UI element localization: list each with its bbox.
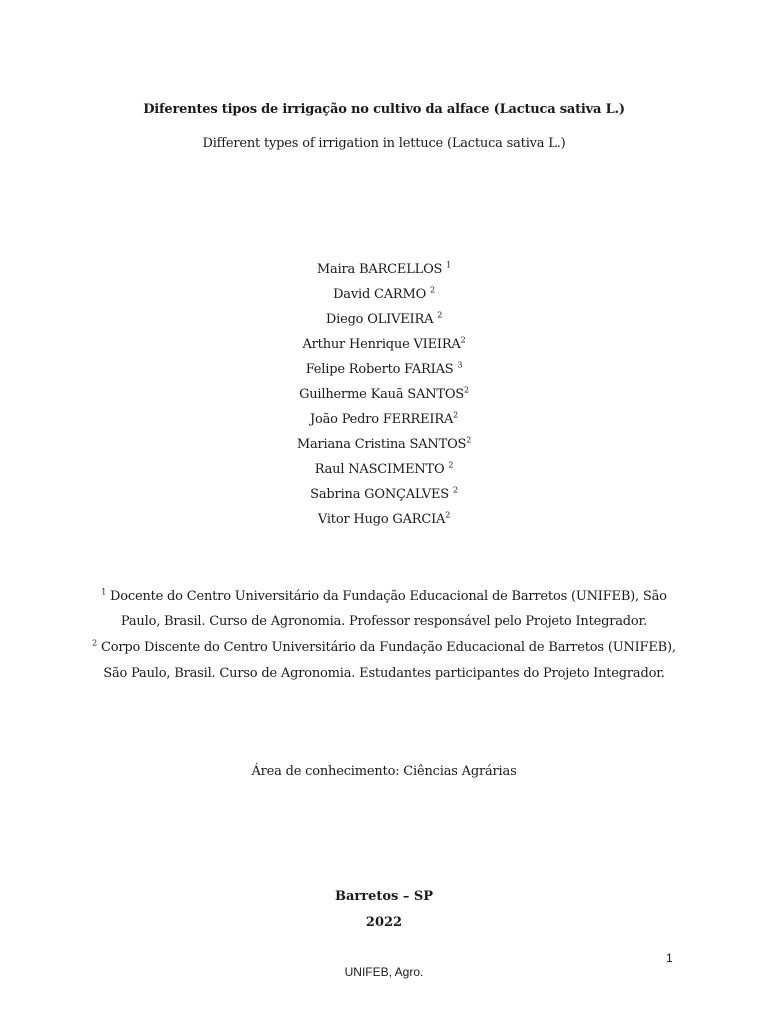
author: Vitor Hugo GARCIA$^2$ xyxy=(317,510,451,527)
page-footer: UNIFEB, Agro. xyxy=(344,965,424,979)
affiliation-1-line-2: Paulo, Brasil. Curso de Agronomia. Professor responsável pelo Projeto Integrador. xyxy=(120,614,648,629)
author: Diego OLIVEIRA $^2$ xyxy=(325,310,443,327)
author: Felipe Roberto FARIAS $^3$ xyxy=(305,360,463,377)
author: Mariana Cristina SANTOS$^2$ xyxy=(296,435,472,452)
year: 2022 xyxy=(365,915,403,930)
author: Raul NASCIMENTO $^2$ xyxy=(314,460,454,477)
page-number: 1 xyxy=(666,951,673,965)
author: Maira BARCELLOS $^1$ xyxy=(316,260,452,277)
author: João Pedro FERREIRA$^2$ xyxy=(309,410,459,427)
title-english: Different types of irrigation in lettuce (Lactuca sativa L.) xyxy=(202,136,566,151)
affiliation-1-line-1: $^1$ Docente do Centro Universitário da Fundação Educacional de Barretos (UNIFEB), São xyxy=(101,587,667,604)
author: Guilherme Kauã SANTOS$^2$ xyxy=(299,385,469,402)
author: Sabrina GONÇALVES $^2$ xyxy=(310,485,458,502)
title-portuguese: Diferentes tipos de irrigação no cultivo da alface (Lactuca sativa L.) xyxy=(143,102,625,117)
author: David CARMO $^2$ xyxy=(333,285,435,302)
author: Arthur Henrique VIEIRA$^2$ xyxy=(302,335,466,352)
affiliation-2-line-2: São Paulo, Brasil. Curso de Agronomia. Estudantes participantes do Projeto Integrador. xyxy=(103,666,665,681)
knowledge-area: Área de conhecimento: Ciências Agrárias xyxy=(251,764,517,779)
place: Barretos – SP xyxy=(334,889,434,904)
affiliation-2-line-1: $^2$ Corpo Discente do Centro Universitário da Fundação Educacional de Barretos (UNIFEB), xyxy=(92,638,676,655)
